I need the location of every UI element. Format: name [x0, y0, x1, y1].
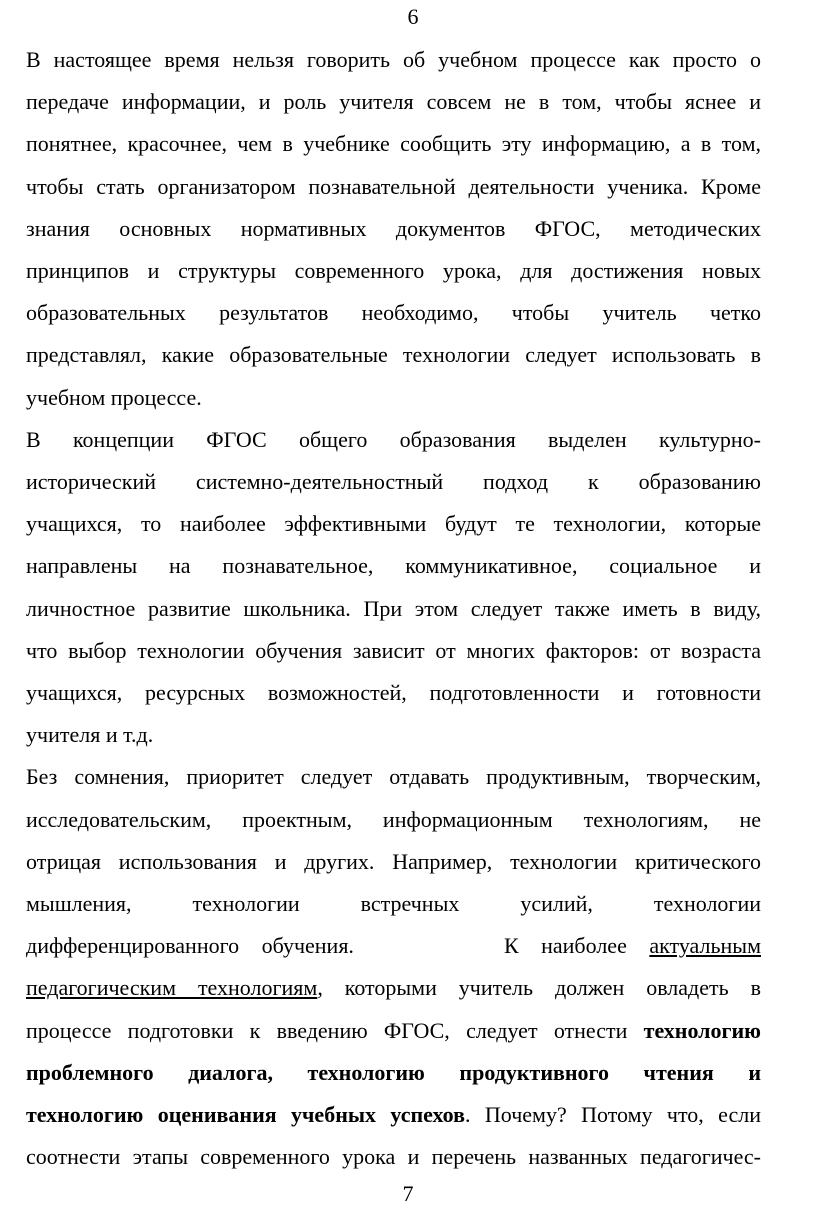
- bold-text: технологию продуктивного чтения и: [307, 1059, 762, 1085]
- text-line: [8, 925, 761, 967]
- text-line: В концепции ФГОС общего образования выделен культурно-: [26, 426, 761, 452]
- text-line: представлял, какие образовательные технологии следует использовать в: [26, 342, 761, 368]
- text-line: образовательных результатов необходимо, чтобы учитель четко: [26, 300, 761, 326]
- text-line: учащихся, то наиболее эффективными будут те технологии, которые: [26, 511, 761, 537]
- page-number-bottom: 7: [402, 1181, 414, 1206]
- bold-text: технологию оценивания учебных успехов: [26, 1102, 466, 1128]
- bold-text: технологию: [643, 1017, 761, 1043]
- text-line: [8, 1052, 761, 1094]
- text-line: личностное развитие школьника. При этом следует также иметь в виду,: [26, 595, 761, 621]
- document-body: [8, 39, 761, 1178]
- text-run: дифференцированного обучения.: [26, 933, 354, 959]
- text-run: , которыми учитель должен овладеть в: [317, 975, 761, 1001]
- text-line: соотнести этапы современного урока и перечень названных педагогичес-: [26, 1144, 761, 1170]
- text-line: учителя и т.д.: [26, 722, 154, 748]
- text-line: отрицая использования и других. Например, технологии критического: [26, 848, 761, 874]
- underlined-text: актуальным: [649, 933, 761, 959]
- paragraph-1: [8, 39, 761, 419]
- text-line: знания основных нормативных документов ФГОС, методических: [26, 215, 761, 241]
- text-line: Без сомнения, приоритет следует отдавать продуктивным, творческим,: [26, 764, 761, 790]
- text-line: передаче информации, и роль учителя совсем не в том, чтобы яснее и: [26, 89, 761, 115]
- text-line: понятнее, красочнее, чем в учебнике сообщить эту информацию, а в том,: [26, 131, 761, 157]
- text-line: исследовательским, проектным, информационным технологиям, не: [26, 806, 761, 832]
- text-line: [8, 967, 761, 1009]
- page-number-top: 6: [407, 4, 419, 29]
- text-line: учебном процессе.: [26, 384, 202, 410]
- paragraph-3: [8, 756, 761, 1178]
- text-run: процессе подготовки к введению ФГОС, следует отнести: [26, 1017, 644, 1043]
- text-line: направлены на познавательное, коммуникативное, социальное и: [26, 553, 761, 579]
- paragraph-2: [8, 419, 761, 757]
- text-line: [8, 1010, 761, 1052]
- text-line: мышления, технологии встречных усилий, технологии: [26, 891, 761, 917]
- text-line: [8, 1094, 761, 1136]
- bold-text: проблемного диалога,: [26, 1059, 273, 1085]
- text-run: К наиболее: [503, 933, 650, 959]
- text-line: учащихся, ресурсных возможностей, подготовленности и готовности: [26, 680, 761, 706]
- text-line: принципов и структуры современного урока, для достижения новых: [26, 258, 761, 284]
- text-line: чтобы стать организатором познавательной деятельности ученика. Кроме: [26, 173, 761, 199]
- text-line: что выбор технологии обучения зависит от многих факторов: от возраста: [26, 637, 761, 663]
- text-run: . Почему? Потому что, если: [465, 1102, 762, 1128]
- underlined-text: педагогическим технологиям: [26, 975, 318, 1001]
- text-line: В настоящее время нельзя говорить об учебном процессе как просто о: [26, 47, 761, 72]
- text-line: исторический системно-деятельностный подход к образованию: [26, 469, 761, 495]
